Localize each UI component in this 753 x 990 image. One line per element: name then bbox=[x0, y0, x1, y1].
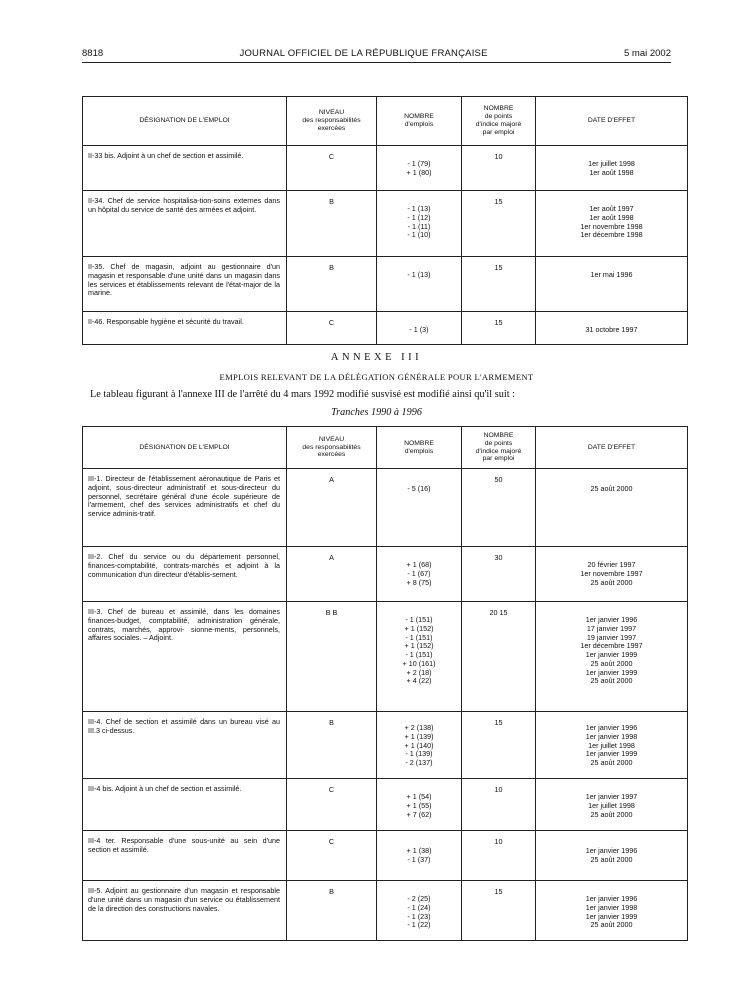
count-cell-line: - 1 (10) bbox=[407, 230, 431, 240]
issue-date: 5 mai 2002 bbox=[623, 47, 671, 59]
count-cell-line: - 1 (22) bbox=[407, 920, 431, 930]
count-cell-line: - 1 (37) bbox=[407, 854, 431, 864]
date-cell-line: 20 février 1997 bbox=[587, 560, 636, 569]
count-cell bbox=[377, 779, 462, 831]
date-cell bbox=[536, 547, 688, 602]
count-cell-line: + 1 (38) bbox=[406, 846, 432, 855]
date-cell-line: 1er janvier 1999 bbox=[585, 749, 638, 759]
date-cell bbox=[536, 712, 688, 779]
level-cell: C bbox=[287, 312, 377, 345]
table-header-row bbox=[83, 97, 688, 146]
col-points: NOMBRE de points d'indice majoré par emploi bbox=[462, 427, 536, 469]
level-cell: A bbox=[287, 547, 377, 602]
designation-cell: II-35. Chef de magasin, adjoint au gestionnaire d'un magasin et responsable d'une unité dans un magasin dans les services et établissements relevant de l'état-major de la marine. bbox=[83, 257, 287, 312]
date-cell bbox=[536, 469, 688, 547]
date-cell-line: 1er janvier 1996 bbox=[585, 846, 638, 855]
points-cell: 15 bbox=[462, 191, 536, 257]
date-cell bbox=[536, 191, 688, 257]
count-cell-line: - 5 (16) bbox=[407, 484, 431, 493]
date-cell-line: 1er juillet 1998 bbox=[588, 159, 635, 168]
table-row bbox=[83, 881, 688, 941]
date-cell-line: 1er juillet 1998 bbox=[588, 800, 635, 810]
designation-cell: III-4 ter. Responsable d'une sous-unité au sein d'une section et assimilé. bbox=[83, 831, 287, 881]
date-cell bbox=[536, 602, 688, 712]
points-cell: 15 bbox=[462, 257, 536, 312]
date-cell-line: 1er janvier 1996 bbox=[585, 723, 638, 732]
date-cell bbox=[536, 312, 688, 345]
level-cell: B bbox=[287, 712, 377, 779]
date-cell-line: 1er juillet 1998 bbox=[588, 740, 635, 750]
table-row bbox=[83, 146, 688, 191]
date-cell-line: 1er novembre 1998 bbox=[580, 221, 643, 231]
date-cell-line: 1er novembre 1997 bbox=[580, 568, 643, 578]
count-cell bbox=[377, 831, 462, 881]
count-cell-line: + 7 (62) bbox=[406, 809, 432, 819]
level-cell: C bbox=[287, 146, 377, 191]
date-cell-line: 19 janvier 1997 bbox=[586, 632, 637, 642]
col-niveau: NIVEAU des responsabilités exercées bbox=[287, 427, 377, 469]
table-row bbox=[83, 469, 688, 547]
date-cell bbox=[536, 257, 688, 312]
level-cell: C bbox=[287, 831, 377, 881]
count-cell-line: - 1 (151) bbox=[405, 650, 433, 660]
count-cell bbox=[377, 191, 462, 257]
table-row bbox=[83, 191, 688, 257]
count-cell bbox=[377, 146, 462, 191]
col-points: NOMBRE de points d'indice majoré par emploi bbox=[462, 97, 536, 146]
count-cell bbox=[377, 257, 462, 312]
date-cell-line: 1er janvier 1996 bbox=[585, 894, 638, 903]
count-cell-line: - 1 (151) bbox=[405, 615, 433, 624]
designation-cell: II-34. Chef de service hospitalisa-tion-soins externes dans un hôpital du service de santé des armées et adjoint. bbox=[83, 191, 287, 257]
count-cell-line: + 1 (80) bbox=[406, 167, 432, 177]
running-header bbox=[82, 46, 671, 60]
date-cell bbox=[536, 779, 688, 831]
date-cell-line: 25 août 2000 bbox=[590, 758, 633, 768]
points-cell: 30 bbox=[462, 547, 536, 602]
table-annex-iii bbox=[82, 426, 688, 941]
count-cell-line: - 1 (12) bbox=[407, 212, 431, 222]
annex-sentence: Le tableau figurant à l'annexe III de l'arrêté du 4 mars 1992 modifié susvisé est modifié ainsi qu'il suit : bbox=[90, 389, 516, 400]
count-cell-line: + 1 (139) bbox=[404, 731, 434, 741]
date-cell-line: 25 août 2000 bbox=[590, 809, 633, 819]
date-cell-line: 17 janvier 1997 bbox=[586, 623, 637, 633]
level-cell: B bbox=[287, 881, 377, 941]
count-cell-line: - 1 (23) bbox=[407, 911, 431, 921]
count-cell-line: + 1 (140) bbox=[404, 740, 434, 750]
date-cell-line: 25 août 2000 bbox=[590, 854, 633, 864]
date-cell-line: 31 octobre 1997 bbox=[585, 325, 638, 334]
level-cell: C bbox=[287, 779, 377, 831]
count-cell-line: + 1 (54) bbox=[406, 792, 432, 801]
date-cell-line: 1er décembre 1997 bbox=[580, 641, 643, 651]
date-cell-line: 25 août 2000 bbox=[590, 676, 633, 686]
level-cell: B bbox=[287, 257, 377, 312]
points-cell: 10 bbox=[462, 146, 536, 191]
count-cell-line: + 1 (55) bbox=[406, 800, 432, 810]
points-cell: 10 bbox=[462, 779, 536, 831]
date-cell-line: 1er janvier 1998 bbox=[585, 902, 638, 912]
date-cell-line: 1er août 1997 bbox=[589, 204, 634, 213]
table-row bbox=[83, 602, 688, 712]
table-row bbox=[83, 779, 688, 831]
points-cell: 15 bbox=[462, 881, 536, 941]
count-cell-line: - 1 (67) bbox=[407, 568, 431, 578]
annex-tranches: Tranches 1990 à 1996 bbox=[331, 407, 422, 418]
designation-cell: II-46. Responsable hygiène et sécurité du travail. bbox=[83, 312, 287, 345]
count-cell-line: - 1 (79) bbox=[407, 159, 431, 168]
table-row bbox=[83, 712, 688, 779]
count-cell bbox=[377, 881, 462, 941]
header-rule bbox=[82, 62, 671, 63]
date-cell-line: 1er août 1998 bbox=[589, 167, 634, 177]
date-cell-line: 25 août 2000 bbox=[590, 658, 633, 668]
date-cell-line: 1er janvier 1997 bbox=[585, 792, 638, 801]
count-cell bbox=[377, 312, 462, 345]
count-cell-line: + 1 (152) bbox=[404, 623, 434, 633]
date-cell-line: 1er août 1998 bbox=[589, 212, 634, 222]
date-cell-line: 1er janvier 1999 bbox=[585, 650, 638, 660]
count-cell-line: - 2 (137) bbox=[405, 758, 433, 768]
count-cell-line: + 1 (152) bbox=[404, 641, 434, 651]
date-cell bbox=[536, 146, 688, 191]
count-cell-line: - 1 (11) bbox=[407, 221, 431, 231]
points-cell: 15 bbox=[462, 712, 536, 779]
count-cell bbox=[377, 469, 462, 547]
count-cell bbox=[377, 712, 462, 779]
count-cell-line: - 1 (24) bbox=[407, 902, 431, 912]
date-cell bbox=[536, 831, 688, 881]
col-designation: DÉSIGNATION DE L'EMPLOI bbox=[83, 427, 287, 469]
date-cell-line: 1er décembre 1998 bbox=[580, 230, 643, 240]
table-annex-ii bbox=[82, 96, 688, 345]
date-cell-line: 1er janvier 1999 bbox=[585, 667, 638, 677]
count-cell-line: - 1 (13) bbox=[407, 270, 431, 279]
count-cell-line: + 4 (22) bbox=[406, 676, 432, 686]
level-cell: B bbox=[287, 191, 377, 257]
count-cell-line: + 2 (18) bbox=[406, 667, 432, 677]
count-cell-line: - 1 (13) bbox=[407, 204, 431, 213]
date-cell bbox=[536, 881, 688, 941]
level-cell: B B bbox=[287, 602, 377, 712]
annex-subtitle: EMPLOIS RELEVANT DE LA DÉLÉGATION GÉNÉRALE POUR L'ARMEMENT bbox=[219, 372, 534, 382]
date-cell-line: 25 août 2000 bbox=[590, 920, 633, 930]
designation-cell: III-2. Chef du service ou du département personnel, finances-comptabilité, contrats-marchés et adjoint à la communication d'un directeur d'établis-sement. bbox=[83, 547, 287, 602]
date-cell-line: 25 août 2000 bbox=[590, 577, 633, 587]
count-cell-line: - 1 (3) bbox=[409, 325, 429, 334]
table-row bbox=[83, 547, 688, 602]
points-cell: 50 bbox=[462, 469, 536, 547]
date-cell-line: 25 août 2000 bbox=[590, 484, 633, 493]
count-cell bbox=[377, 547, 462, 602]
designation-cell: II-33 bis. Adjoint à un chef de section et assimilé. bbox=[83, 146, 287, 191]
designation-cell: III-4. Chef de section et assimilé dans un bureau visé au III.3 ci-dessus. bbox=[83, 712, 287, 779]
col-designation: DÉSIGNATION DE L'EMPLOI bbox=[83, 97, 287, 146]
points-cell: 10 bbox=[462, 831, 536, 881]
col-nombre: NOMBRE d'emplois bbox=[377, 97, 462, 146]
col-niveau: NIVEAU des responsabilités exercées bbox=[287, 97, 377, 146]
count-cell-line: - 2 (25) bbox=[407, 894, 431, 903]
date-cell-line: 1er janvier 1999 bbox=[585, 911, 638, 921]
journal-title: JOURNAL OFFICIEL DE LA RÉPUBLIQUE FRANÇAISE bbox=[239, 47, 488, 59]
points-cell: 20 15 bbox=[462, 602, 536, 712]
col-nombre: NOMBRE d'emplois bbox=[377, 427, 462, 469]
count-cell-line: + 2 (138) bbox=[404, 723, 434, 732]
table-row bbox=[83, 312, 688, 345]
count-cell-line: + 1 (68) bbox=[406, 560, 432, 569]
points-cell: 15 bbox=[462, 312, 536, 345]
table-row bbox=[83, 831, 688, 881]
date-cell-line: 1er mai 1996 bbox=[590, 270, 633, 279]
count-cell bbox=[377, 602, 462, 712]
count-cell-line: - 1 (151) bbox=[405, 632, 433, 642]
col-date: DATE D'EFFET bbox=[536, 427, 688, 469]
table-row bbox=[83, 257, 688, 312]
date-cell-line: 1er janvier 1996 bbox=[585, 615, 638, 624]
designation-cell: III-3. Chef de bureau et assimilé, dans les domaines finances-budget, comptabilité, administration générale, contrats, marchés, approvi- sionne-ments, personnels, affaires sociales. – Adjoint. bbox=[83, 602, 287, 712]
designation-cell: III-5. Adjoint au gestionnaire d'un magasin et responsable d'une unité dans un magasin d'un service ou établissement de la direction des constructions navales. bbox=[83, 881, 287, 941]
count-cell-line: + 10 (161) bbox=[402, 658, 436, 668]
designation-cell: III-1. Directeur de l'établissement aéronautique de Paris et adjoint, sous-directeur administratif et sous-directeur du personnel, secrétaire général d'une école supérieure de l'armement, chef des services administratifs et chef du service adminis-tratif. bbox=[83, 469, 287, 547]
date-cell-line: 1er janvier 1998 bbox=[585, 731, 638, 741]
annex-title: ANNEXE III bbox=[330, 352, 423, 363]
level-cell: A bbox=[287, 469, 377, 547]
page-number: 8818 bbox=[82, 47, 104, 59]
count-cell-line: - 1 (139) bbox=[405, 749, 433, 759]
designation-cell: III-4 bis. Adjoint à un chef de section et assimilé. bbox=[83, 779, 287, 831]
col-date: DATE D'EFFET bbox=[536, 97, 688, 146]
table-header-row bbox=[83, 427, 688, 469]
count-cell-line: + 8 (75) bbox=[406, 577, 432, 587]
